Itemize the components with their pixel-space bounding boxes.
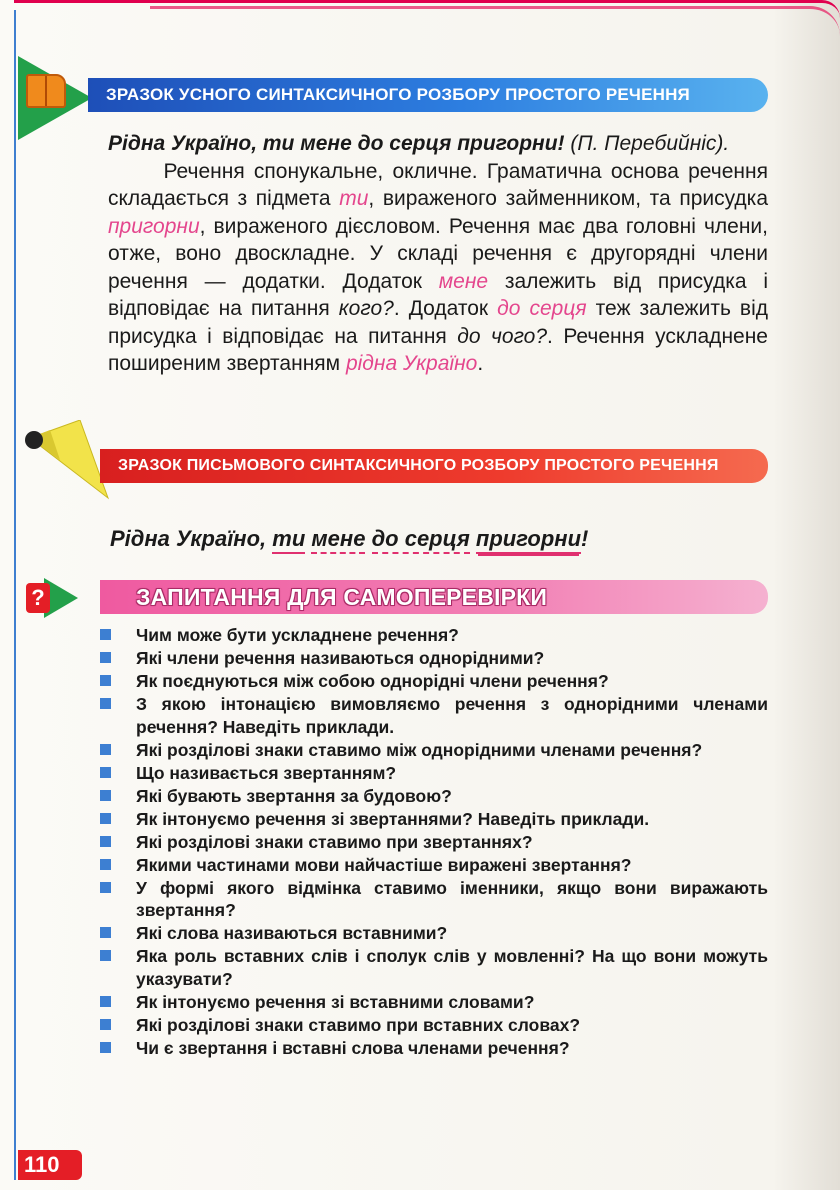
- question-text: Які слова називаються вставними?: [136, 923, 448, 943]
- square-bullet-icon: [100, 790, 111, 801]
- square-bullet-icon: [100, 813, 111, 824]
- written-analysis-title: ЗРАЗОК ПИСЬМОВОГО СИНТАКСИЧНОГО РОЗБОРУ ПРОСТОГО РЕЧЕННЯ: [118, 457, 719, 474]
- square-bullet-icon: [100, 744, 111, 755]
- highlight-word-do-sertsia: до серця: [497, 297, 587, 320]
- subject-word: ти: [272, 526, 305, 554]
- square-bullet-icon: [100, 927, 111, 938]
- example-sentence: Рідна Україно, ти мене до серця пригорни!: [108, 132, 565, 155]
- highlight-word-mene: мене: [438, 269, 489, 293]
- object-word-1: мене: [311, 526, 365, 554]
- question-text: Яка роль вставних слів і сполук слів у мовленні? На що вони можуть указувати?: [136, 946, 768, 989]
- oral-text-part: , вираженого займенником, та присудка: [368, 187, 769, 210]
- oral-text-part: . Додаток: [393, 297, 498, 320]
- oral-text-part: залежить від присудка і відповідає на питання: [108, 269, 768, 320]
- square-bullet-icon: [100, 882, 111, 893]
- question-text: Чи є звертання і вставні слова членами речення?: [136, 1037, 570, 1058]
- object-word-2: до серця: [372, 526, 470, 554]
- sentence-source: (П. Перебийніс).: [570, 132, 730, 155]
- question-text: Як поєднуються між собою однорідні члени речення?: [136, 671, 609, 691]
- written-analysis-banner: [100, 449, 768, 483]
- list-item: [100, 693, 768, 738]
- sentence-end-mark: !: [581, 526, 589, 551]
- list-item: [100, 762, 768, 785]
- questions-banner: [100, 580, 768, 614]
- question-text: У формі якого відмінка ставимо іменники, якщо вони виражають звертання?: [136, 877, 768, 920]
- oral-text-part: Речення спонукальне, окличне. Граматична основа речення складається з підмета: [108, 159, 768, 210]
- square-bullet-icon: [100, 767, 111, 778]
- list-item: [100, 647, 768, 670]
- list-item: [100, 877, 768, 922]
- oral-analysis-text: [108, 130, 768, 378]
- oral-analysis-banner: [88, 78, 768, 112]
- page-left-border: [14, 10, 16, 1180]
- question-text: Чим може бути ускладнене речення?: [136, 625, 459, 645]
- square-bullet-icon: [100, 836, 111, 847]
- question-text: З якою інтонацією вимовляємо речення з однорідними членами речення? Наведіть приклади.: [136, 694, 768, 737]
- question-text: Які розділові знаки ставимо при звертаннях?: [136, 831, 533, 852]
- list-item: [100, 808, 768, 831]
- square-bullet-icon: [100, 629, 111, 640]
- question-do-choho: до чого?: [457, 324, 548, 348]
- square-bullet-icon: [100, 675, 111, 686]
- question-text: Які розділові знаки ставимо між однорідними членами речення?: [136, 739, 703, 760]
- square-bullet-icon: [100, 698, 111, 709]
- list-item: [100, 670, 768, 693]
- question-text: Як інтонуємо речення зі звертаннями? Наведіть приклади.: [136, 808, 650, 829]
- question-text: Які бувають звертання за будовою?: [136, 785, 452, 806]
- questions-list: [100, 624, 768, 1060]
- list-item: [100, 831, 768, 854]
- highlight-word-ridna-ukraino: рідна Україно: [345, 352, 478, 375]
- page-number: 110: [18, 1150, 82, 1180]
- list-item: [100, 1014, 768, 1037]
- square-bullet-icon: [100, 859, 111, 870]
- list-item: [100, 945, 768, 990]
- parsed-sentence: [110, 526, 588, 552]
- list-item: [100, 739, 768, 762]
- list-item: [100, 991, 768, 1014]
- highlight-word-pryhorny: пригорни: [108, 214, 200, 238]
- list-item: [100, 922, 768, 945]
- oral-text-part: теж залежить від присудка і відповідає на питання: [108, 297, 769, 348]
- oral-text-part: .: [477, 352, 484, 375]
- question-icon: ?: [26, 583, 50, 613]
- address-part: Рідна Україно,: [110, 526, 273, 551]
- question-text: Що називається звертанням?: [136, 762, 397, 783]
- square-bullet-icon: [100, 1042, 111, 1053]
- book-icon: [26, 74, 66, 108]
- square-bullet-icon: [100, 950, 111, 961]
- list-item: [100, 854, 768, 877]
- pen-icon: [20, 420, 110, 500]
- square-bullet-icon: [100, 996, 111, 1007]
- list-item: [100, 1037, 768, 1060]
- question-text: Які члени речення називаються однорідними?: [136, 648, 545, 668]
- question-text: Як інтонуємо речення зі вставними словами?: [136, 991, 535, 1012]
- oral-text-part: , вираженого дієсловом. Речення має два головні члени, отже, воно двоскладне. У складі речення є другорядні члени речення — додатки. Додаток: [108, 214, 768, 293]
- predicate-word: пригорни: [476, 526, 581, 554]
- oral-text-part: . Речення ускладнене поширеним звертанням: [108, 324, 768, 375]
- question-text: Які розділові знаки ставимо при вставних словах?: [136, 1014, 581, 1035]
- page-top-border-accent: [150, 6, 840, 36]
- highlight-word-ty: ти: [339, 187, 369, 210]
- oral-analysis-title: ЗРАЗОК УСНОГО СИНТАКСИЧНОГО РОЗБОРУ ПРОСТОГО РЕЧЕННЯ: [106, 85, 690, 104]
- square-bullet-icon: [100, 652, 111, 663]
- question-koho: кого?: [338, 297, 394, 320]
- list-item: [100, 624, 768, 647]
- space: [365, 526, 371, 551]
- space: [470, 526, 476, 551]
- questions-title: ЗАПИТАННЯ ДЛЯ САМОПЕРЕВІРКИ: [136, 583, 548, 610]
- square-bullet-icon: [100, 1019, 111, 1030]
- list-item: [100, 785, 768, 808]
- question-text: Якими частинами мови найчастіше виражені звертання?: [136, 854, 632, 875]
